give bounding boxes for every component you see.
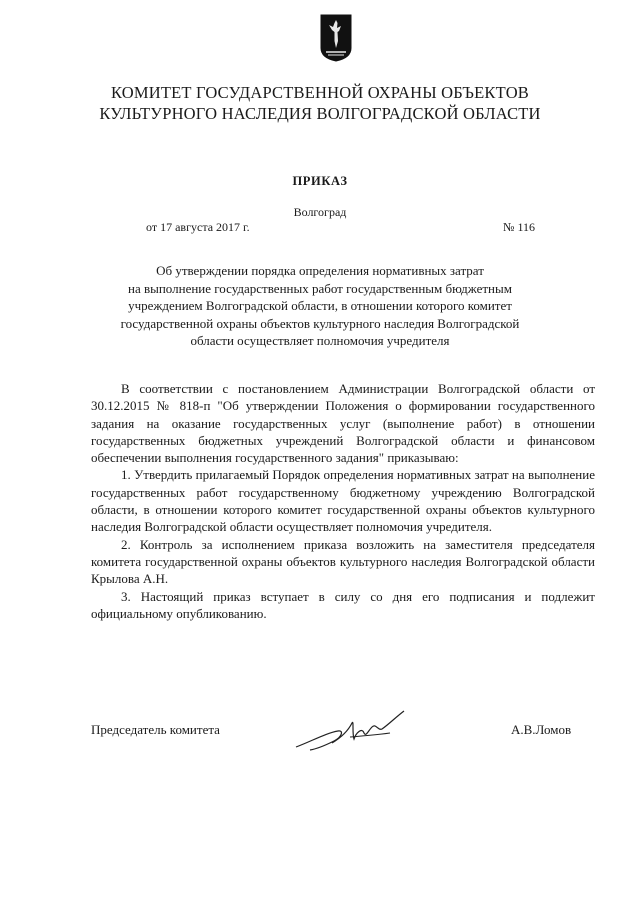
order-number: № 116 [503,220,536,234]
subject-line: государственной охраны объектов культурного наследия Волгоградской [120,315,520,331]
order-subject [0,262,640,350]
clause-1-paragraph: 1. Утвердить прилагаемый Порядок определения нормативных затрат на выполнение государственных работ государственному бюджетному учреждению Волгоградской области, в отношении которого комитет государственной охраны объектов культурного наследия Волгоградской области осуществляет полномочия учредителя. [91,467,595,535]
subject-line: на выполнение государственных работ государственным бюджетным [128,280,512,296]
clause-3-paragraph: 3. Настоящий приказ вступает в силу со дня его подписания и подлежит официальному опубликованию. [91,588,595,621]
order-body [91,380,595,622]
subject-line: учреждением Волгоградской области, в отношении которого комитет [128,298,512,314]
preamble-paragraph: В соответствии с постановлением Администрации Волгоградской области от 30.12.2015 № 818-п "Об утверждении Положения о формировании государственного задания на оказание государственных услуг (выполнение работ) в отношении государственных бюджетных учреждений Волгоградской области и финансовом обеспечении выполнения государственного задания" приказываю: [91,381,595,466]
signatory-position: Председатель комитета [91,722,220,737]
document-type-title: ПРИКАЗ [292,174,348,188]
coat-of-arms-icon [320,14,352,62]
clause-2-paragraph: 2. Контроль за исполнением приказа возложить на заместителя председателя комитета государственной охраны объектов культурного наследия Волгоградской области Крылова А.Н. [91,536,595,587]
subject-line: области осуществляет полномочия учредителя [190,333,450,349]
order-date: от 17 августа 2017 г. [146,220,250,234]
handwritten-signature-icon [292,703,422,763]
signatory-name: А.В.Ломов [511,722,572,737]
organization-name-line-2: КУЛЬТУРНОГО НАСЛЕДИЯ ВОЛГОГРАДСКОЙ ОБЛАСТИ [99,104,541,123]
order-city: Волгоград [293,205,347,219]
organization-name [0,82,640,124]
subject-line: Об утверждении порядка определения нормативных затрат [156,263,484,278]
organization-name-line-1: КОМИТЕТ ГОСУДАРСТВЕННОЙ ОХРАНЫ ОБЪЕКТОВ [110,83,530,102]
